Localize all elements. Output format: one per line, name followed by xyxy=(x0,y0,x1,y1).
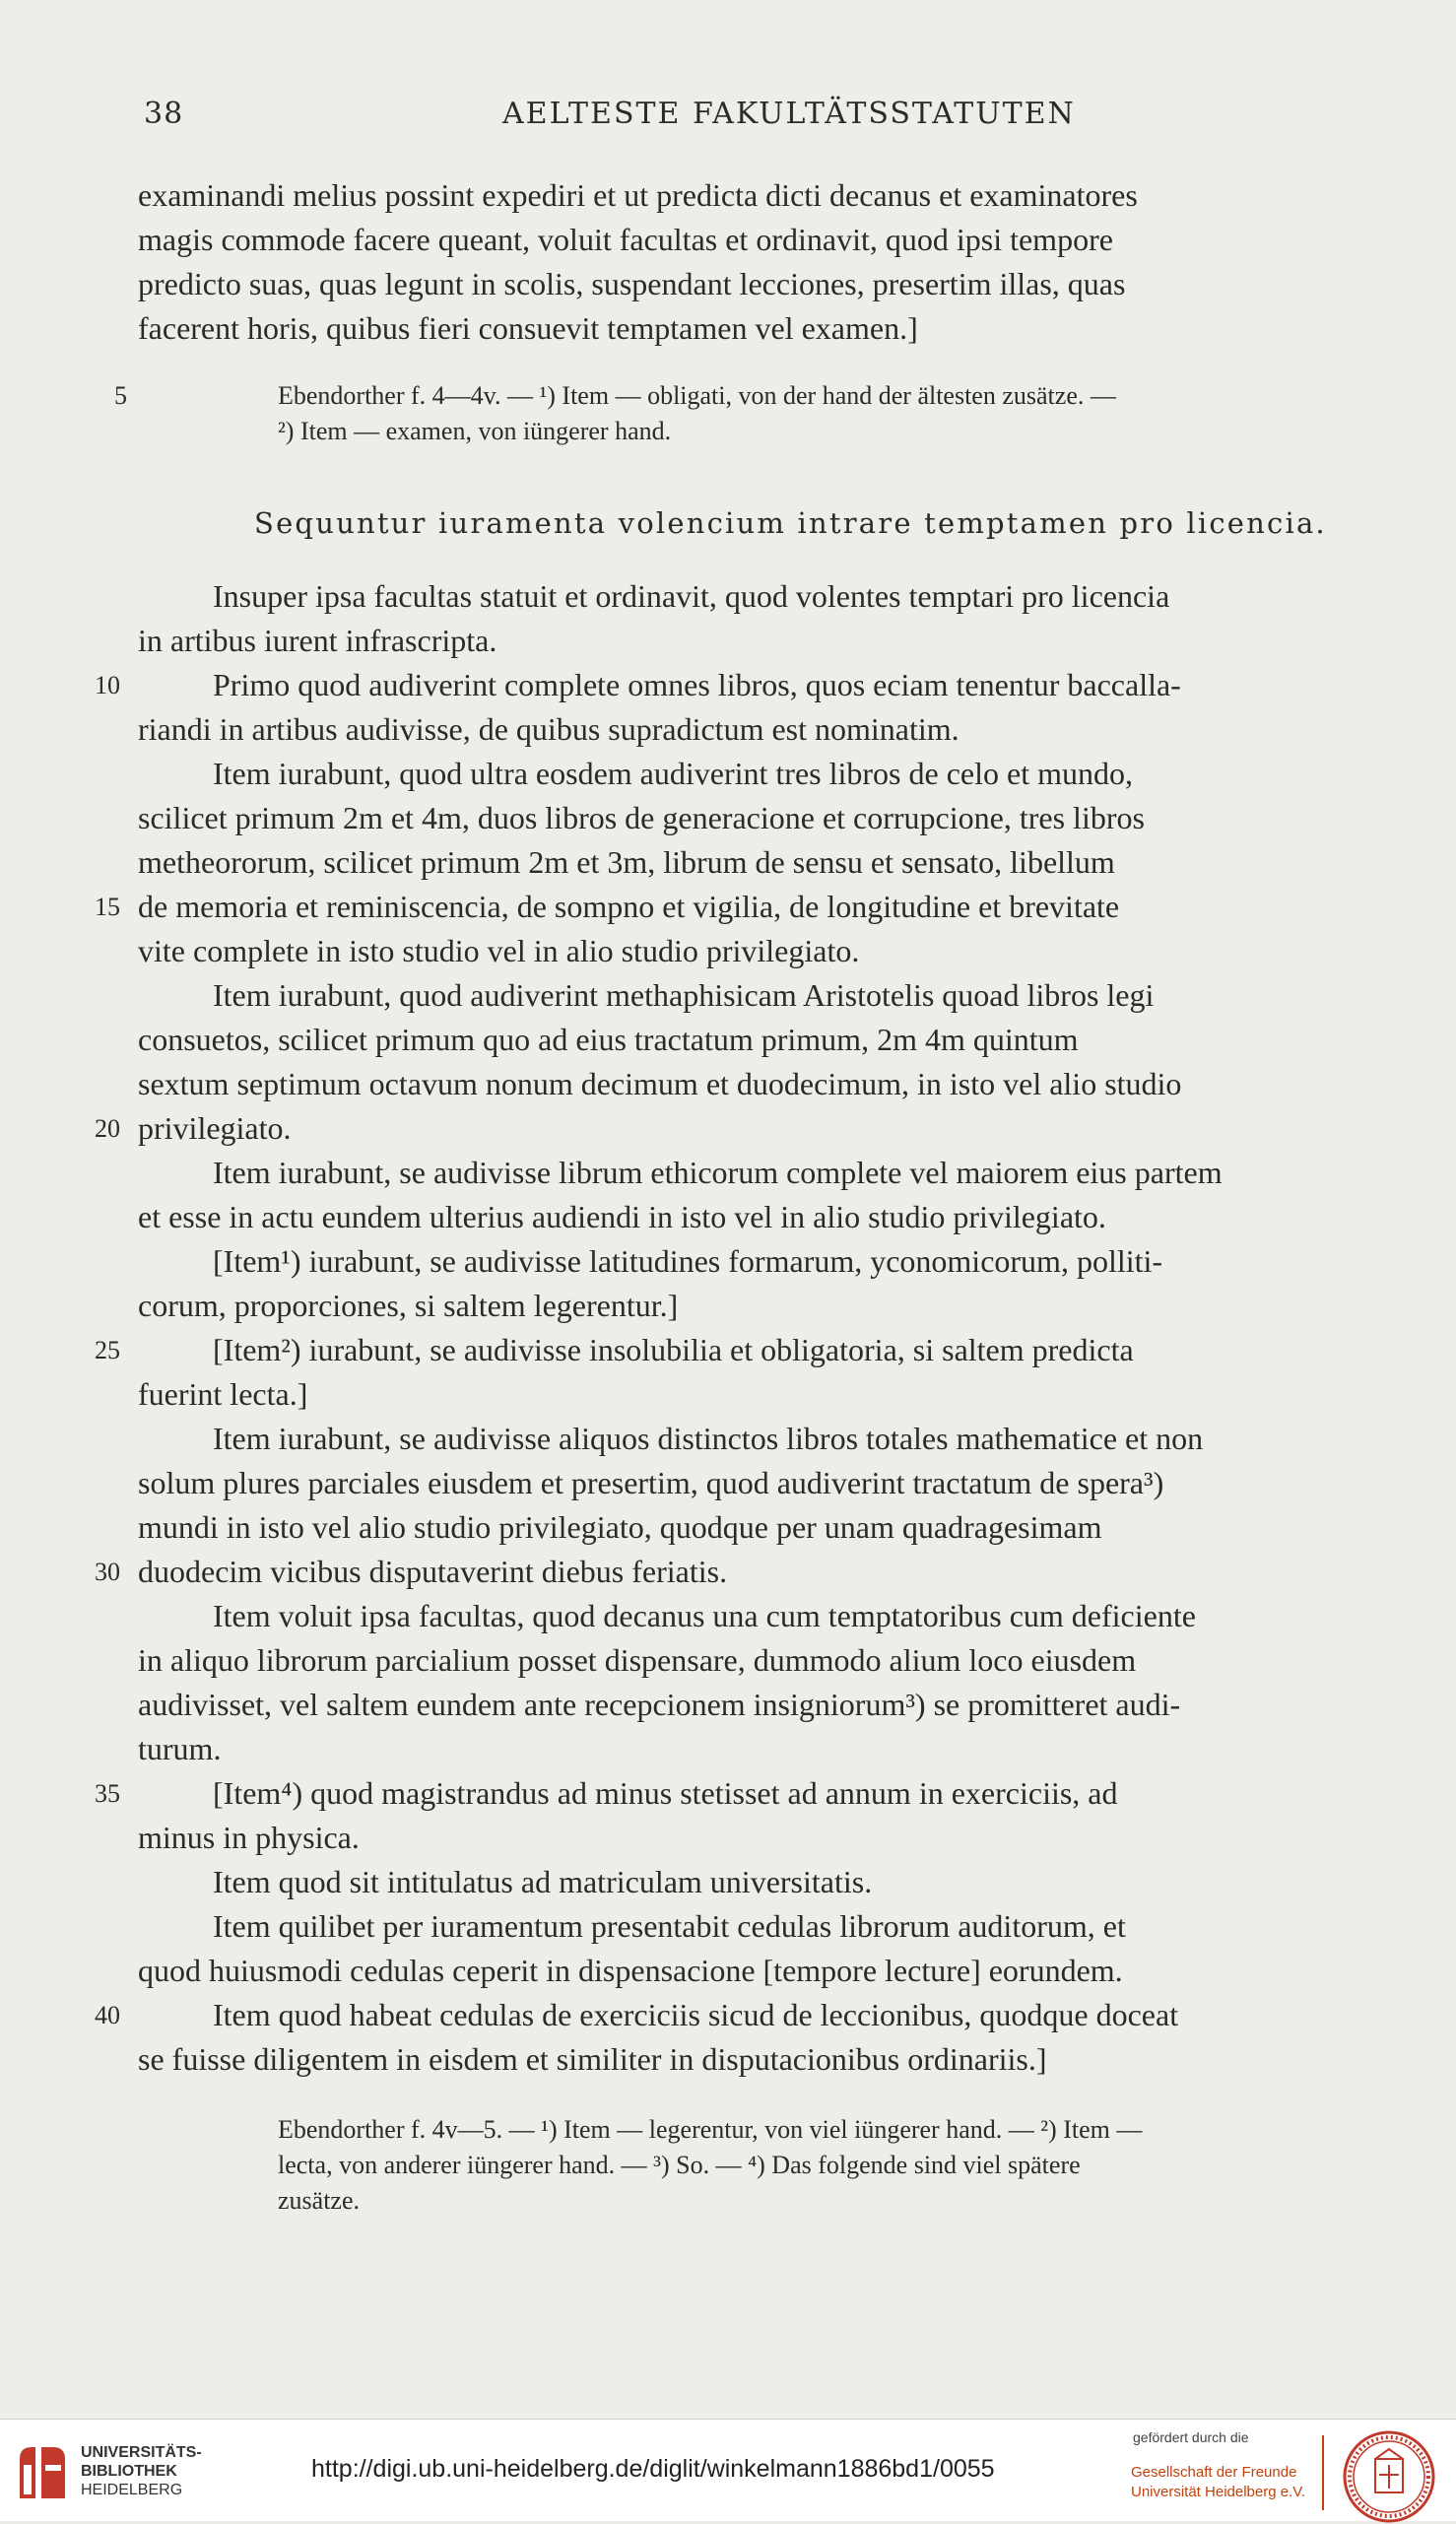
body-line-text: quod huiusmodi cedulas ceperit in dispensacione [tempore lecture] eorundem. xyxy=(138,1953,1123,1988)
body-line xyxy=(138,1904,1389,1949)
sponsor-name-line: Universität Heidelberg e.V. xyxy=(1131,2484,1306,2500)
body-line xyxy=(138,1284,1389,1328)
body-line-text: Item iurabunt, se audivisse librum ethicorum complete vel maiorem eius partem xyxy=(213,1155,1223,1190)
body-line xyxy=(138,2037,1389,2082)
body-line xyxy=(138,1461,1389,1505)
body-line xyxy=(138,752,1389,796)
body-line-text: de memoria et reminiscencia, de sompno et vigilia, de longitudine et brevitate xyxy=(138,889,1120,924)
library-name xyxy=(81,2443,202,2499)
library-name-line: BIBLIOTHEK xyxy=(81,2463,177,2480)
line-number: 35 xyxy=(95,1779,120,1808)
body-line xyxy=(138,1151,1389,1195)
body-line-text: Item iurabunt, se audivisse aliquos distinctos libros totales mathematice et non xyxy=(213,1421,1204,1456)
body-line xyxy=(138,796,1389,840)
footer-divider xyxy=(1322,2435,1324,2510)
line-number: 15 xyxy=(95,893,120,921)
body-line xyxy=(138,1949,1389,1993)
library-name-line: HEIDELBERG xyxy=(81,2482,183,2498)
library-logo-icon xyxy=(14,2441,71,2502)
intro-paragraph xyxy=(138,173,1389,351)
body-line xyxy=(138,929,1389,973)
body-line-text: Item quod habeat cedulas de exerciciis sicud de leccionibus, quodque doceat xyxy=(213,1997,1179,2032)
running-title: AELTESTE FAKULTÄTSSTATUTEN xyxy=(502,97,1076,131)
body-line xyxy=(138,1417,1389,1461)
body-line xyxy=(138,1195,1389,1239)
body-line xyxy=(138,1018,1389,1062)
body-line xyxy=(138,1239,1389,1284)
body-line-text: sextum septimum octavum nonum decimum et duodecimum, in isto vel alio studio xyxy=(138,1066,1182,1101)
body-line-text: Item iurabunt, quod ultra eosdem audiverint tres libros de celo et mundo, xyxy=(213,756,1133,791)
body-line xyxy=(138,707,1389,752)
body-line xyxy=(95,1550,1389,1594)
body-line-text: audivisset, vel saltem eundem ante recepcionem insigniorum³) se promitteret audi- xyxy=(138,1687,1181,1722)
page-number: 38 xyxy=(144,97,184,131)
body-line-text: [Item¹) iurabunt, se audivisse latitudines formarum, yconomicorum, polliti- xyxy=(213,1243,1163,1279)
body-line-text: Item voluit ipsa facultas, quod decanus una cum temptatoribus cum deficiente xyxy=(213,1598,1196,1633)
body-line xyxy=(138,1062,1389,1106)
body-line-text: turum. xyxy=(138,1731,222,1766)
body-line xyxy=(138,619,1389,663)
line-number: 20 xyxy=(95,1114,120,1143)
text-line: magis commode facere queant, voluit facultas et ordinavit, quod ipsi tempore xyxy=(138,222,1113,257)
footnote-line: Ebendorther f. 4—4v. — ¹) Item — obligati, von der hand der ältesten zusätze. — xyxy=(278,381,1116,410)
body-line-text: mundi in isto vel alio studio privilegiato, quodque per unam quadragesimam xyxy=(138,1509,1102,1545)
body-line-text: et esse in actu eundem ulterius audiendi in isto vel in alio studio privilegiato. xyxy=(138,1199,1106,1234)
body-line-text: solum plures parciales eiusdem et presertim, quod audiverint tractatum de spera³) xyxy=(138,1465,1164,1500)
body-line xyxy=(138,1860,1389,1904)
body-line-text: corum, proporciones, si saltem legerentur.] xyxy=(138,1288,679,1323)
body-line-text: minus in physica. xyxy=(138,1820,360,1855)
footnote-block-1 xyxy=(114,378,1389,449)
sponsored-by-label: gefördert durch die xyxy=(1133,2429,1249,2445)
body-line-text: Item quod sit intitulatus ad matriculam universitatis. xyxy=(213,1864,873,1899)
body-line-text: in aliquo librorum parcialium posset dispensare, dummodo alium loco eiusdem xyxy=(138,1642,1137,1678)
body-text xyxy=(95,574,1389,2082)
body-line xyxy=(95,663,1389,707)
line-number: 10 xyxy=(95,671,120,699)
body-line xyxy=(95,1106,1389,1151)
body-line-text: duodecim vicibus disputaverint diebus feriatis. xyxy=(138,1554,728,1589)
page-header xyxy=(138,97,1389,136)
footnote-line: zusätze. xyxy=(278,2186,361,2215)
footnote-line: Ebendorther f. 4v—5. — ¹) Item — legerentur, von viel iüngerer hand. — ²) Item — xyxy=(278,2115,1143,2144)
line-number: 40 xyxy=(95,2001,120,2029)
library-name-line: UNIVERSITÄTS- xyxy=(81,2444,202,2461)
body-line xyxy=(138,1727,1389,1771)
line-number: 30 xyxy=(95,1558,120,1586)
footer-bar xyxy=(0,2419,1456,2521)
footnote-line: ²) Item — examen, von iüngerer hand. xyxy=(278,417,672,445)
body-line xyxy=(138,1638,1389,1683)
body-line xyxy=(95,1771,1389,1816)
body-line xyxy=(138,1816,1389,1860)
body-line xyxy=(138,973,1389,1018)
body-line-text: Primo quod audiverint complete omnes libros, quos eciam tenentur baccalla- xyxy=(213,667,1181,702)
body-line-text: scilicet primum 2m et 4m, duos libros de generacione et corrupcione, tres libros xyxy=(138,800,1145,835)
body-line-text: metheororum, scilicet primum 2m et 3m, librum de sensu et sensato, libellum xyxy=(138,844,1115,880)
body-line xyxy=(95,885,1389,929)
body-line xyxy=(138,574,1389,619)
body-line-text: vite complete in isto studio vel in alio studio privilegiato. xyxy=(138,933,860,968)
body-line xyxy=(138,840,1389,885)
body-line-text: fuerint lecta.] xyxy=(138,1376,308,1412)
body-line-text: Item iurabunt, quod audiverint methaphisicam Aristotelis quoad libros legi xyxy=(213,977,1155,1013)
body-line-text: in artibus iurent infrascripta. xyxy=(138,623,497,658)
body-line-text: riandi in artibus audivisse, de quibus supradictum est nominatim. xyxy=(138,711,960,747)
text-line: predicto suas, quas legunt in scolis, suspendant lecciones, presertim illas, quas xyxy=(138,266,1126,301)
body-line-text: Insuper ipsa facultas statuit et ordinavit, quod volentes temptari pro licencia xyxy=(213,578,1170,614)
body-line-text: [Item²) iurabunt, se audivisse insolubilia et obligatoria, si saltem predicta xyxy=(213,1332,1134,1367)
body-line-text: se fuisse diligentem in eisdem et similiter in disputacionibus ordinariis.] xyxy=(138,2041,1047,2077)
university-seal-icon xyxy=(1342,2429,1436,2524)
body-line xyxy=(138,1505,1389,1550)
body-line xyxy=(138,1683,1389,1727)
body-line-text: [Item⁴) quod magistrandus ad minus stetisset ad annum in exerciciis, ad xyxy=(213,1775,1118,1811)
sponsor-name-line: Gesellschaft der Freunde xyxy=(1131,2464,1297,2481)
line-number: 5 xyxy=(114,381,127,410)
body-line xyxy=(138,1372,1389,1417)
footnote-block-2 xyxy=(138,2112,1389,2219)
body-line-text: Item quilibet per iuramentum presentabit cedulas librorum auditorum, et xyxy=(213,1908,1126,1944)
line-number: 25 xyxy=(95,1336,120,1364)
text-line: examinandi melius possint expediri et ut predicta dicti decanus et examinatores xyxy=(138,177,1138,213)
footnote-line: lecta, von anderer iüngerer hand. — ³) So. — ⁴) Das folgende sind viel spätere xyxy=(278,2151,1081,2179)
body-line-text: privilegiato. xyxy=(138,1110,292,1146)
sponsor-block xyxy=(1131,2429,1308,2502)
body-line xyxy=(95,1993,1389,2037)
body-line xyxy=(95,1328,1389,1372)
section-heading: Sequuntur iuramenta volencium intrare temptamen pro licencia. xyxy=(254,506,1327,540)
permalink-url[interactable]: http://digi.ub.uni-heidelberg.de/diglit/winkelmann1886bd1/0055 xyxy=(311,2455,995,2483)
body-line-text: consuetos, scilicet primum quo ad eius tractatum primum, 2m 4m quintum xyxy=(138,1022,1079,1057)
body-line xyxy=(138,1594,1389,1638)
text-line: facerent horis, quibus fieri consuevit temptamen vel examen.] xyxy=(138,310,918,346)
